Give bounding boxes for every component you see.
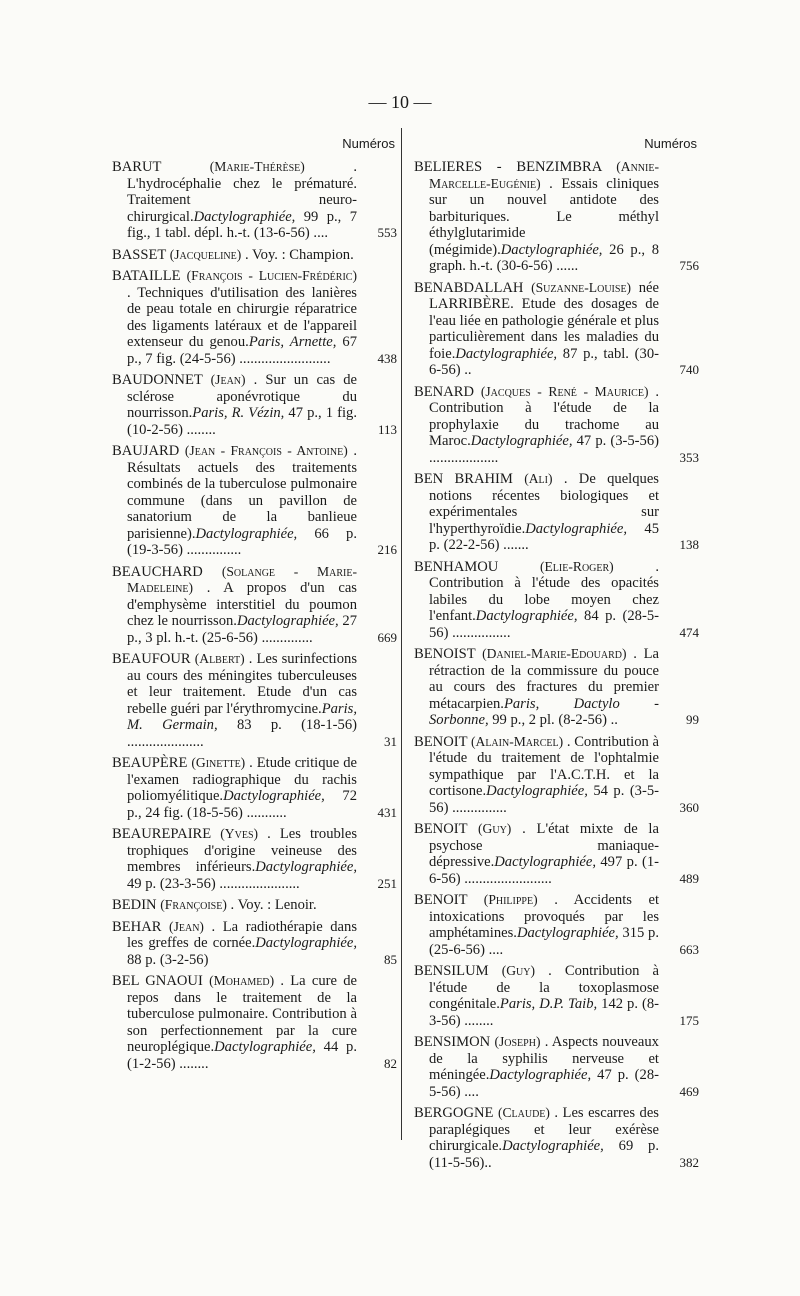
entry-number: 489	[679, 870, 699, 886]
entry-number: 82	[384, 1055, 397, 1071]
entry-title: . Contribution à l'étude du traitement de l'ophtalmie sympathique par l'A.C.T.H. et la cortisone.	[429, 733, 659, 799]
entry-details: 99 p., 2 pl. (8-2-56) ..	[492, 712, 618, 728]
author-given-name: (Joseph)	[494, 1034, 541, 1049]
entry-title: . Accidents et intoxications provoqués par les amphétamines.	[429, 892, 659, 941]
bibliography-entry	[414, 646, 699, 729]
entry-number: 756	[679, 258, 699, 273]
author-given-name: (Jean)	[210, 372, 246, 387]
author-surname: BEAUFOUR	[112, 651, 191, 667]
bibliography-entry	[112, 651, 397, 750]
author-given-name: (Marie-Thérèse)	[209, 159, 305, 174]
entry-details: 88 p. (3-2-56)	[127, 951, 209, 968]
numeros-header: Numéros	[644, 136, 697, 151]
entry-title: . A propos d'un cas d'emphysème interstitiel du poumon chez le nourrisson.	[127, 580, 357, 629]
entry-number: 31	[384, 733, 397, 749]
entry-title: . Voy. :	[230, 897, 272, 913]
entry-details: 83 p. (18-1-56) .....................	[127, 717, 357, 750]
entry-title: . Techniques d'utilisation des lanières de peau totale en chirurgie réparatrice des ligaments latéraux et de l'appareil extenseur du genou.	[127, 284, 357, 350]
entry-number: 553	[377, 225, 397, 240]
author-given-name: (Jean - François - Antoine)	[184, 443, 348, 458]
entry-publisher: Dactylographiée,	[223, 788, 325, 804]
entry-number: 438	[377, 350, 397, 366]
author-surname: BARUT	[112, 159, 162, 175]
entry-title: . Contribution à l'étude des opacités labiles du lobe moyen chez l'enfant.	[429, 558, 659, 624]
author-surname: BEHAR	[112, 918, 162, 935]
entry-publisher: Dactylographiée,	[486, 783, 588, 799]
author-surname: BENOIT	[414, 892, 468, 908]
entry-number: 431	[377, 804, 397, 820]
author-surname: BENSIMON	[414, 1034, 491, 1050]
entry-number: 740	[679, 362, 699, 377]
entry-details: 45 p. (22-2-56) .......	[429, 520, 659, 553]
author-surname: BENARD	[414, 383, 474, 400]
author-given-name: (Alain-Marcel)	[470, 733, 564, 749]
entry-publisher: Dactylographiée,	[516, 925, 619, 941]
entry-details: 315 p. (25-6-56) ....	[429, 925, 659, 958]
entry-number: 113	[377, 421, 397, 437]
entry-publisher: Dactylographiée,	[502, 1138, 604, 1154]
author-surname: BENABDALLAH	[414, 279, 524, 296]
entry-publisher: Paris, Dactylo - Sorbonne,	[429, 695, 659, 728]
entry-title: . Les escarres des paraplégiques et leur exérèse chirurgicale.	[429, 1105, 659, 1154]
entry-publisher: Dactylographiée,	[214, 1039, 316, 1055]
author-given-name: (Ginette)	[191, 755, 246, 770]
entry-title: . Contribution à l'étude de la prophylaxie du trachome au Maroc.	[429, 383, 659, 449]
entry-number: 85	[384, 951, 397, 967]
page-number: — 10 —	[368, 92, 432, 112]
entry-title: . La radiothérapie dans les greffes de cornée.	[127, 918, 358, 951]
entry-number: 669	[377, 629, 397, 645]
column-divider	[401, 128, 402, 1140]
author-given-name: (Guy)	[501, 963, 536, 978]
author-given-name: (Albert)	[194, 651, 245, 666]
right-entries	[414, 159, 699, 1171]
entry-details: 44 p. (1-2-56) ........	[127, 1039, 357, 1072]
entry-details: 49 p. (23-3-56) ......................	[127, 875, 300, 892]
entry-details: 84 p. (28-5-56) ................	[429, 608, 659, 641]
author-given-name: (Claude)	[497, 1105, 550, 1120]
entry-title: . Sur un cas de sclérose aponévrotique du nourrisson.	[127, 372, 357, 421]
entry-title: . Essais cliniques sur un nouvel antidote des barbituriques. Le méthyl éthylglutarimide (mégimide).	[429, 175, 659, 258]
bibliography-entry	[112, 443, 397, 559]
bibliography-entry	[112, 897, 397, 914]
entry-number: 251	[377, 875, 397, 891]
entry-publisher: Paris, R. Vézin,	[192, 405, 285, 421]
entry-publisher: Dactylographiée,	[500, 241, 603, 258]
entry-title: . Les troubles trophiques d'origine veineuse des membres inférieurs.	[127, 826, 357, 875]
bibliography-entry	[112, 159, 397, 242]
entry-title: . Etude critique de l'examen radiographique du rachis poliomyélitique.	[127, 755, 357, 804]
entry-number: 216	[377, 542, 397, 557]
author-given-name: (Suzanne-Louise)	[531, 279, 632, 295]
entry-details: 142 p. (8-3-56) ........	[429, 996, 659, 1029]
entry-publisher: Dactylographiée,	[470, 433, 573, 449]
bibliography-entry	[414, 280, 699, 379]
entry-publisher: Dactylographiée,	[193, 208, 296, 225]
entry-details: Lenoir.	[274, 897, 317, 913]
entry-details: 66 p. (19-3-56) ...............	[127, 525, 357, 558]
entry-publisher: Dactylographiée,	[525, 520, 627, 537]
bibliography-entry	[414, 734, 699, 817]
entry-title: . La rétraction de la commissure du pouce au cours des fractures du premier métacarpien.	[429, 646, 659, 712]
bibliography-entry	[414, 471, 699, 554]
entry-title: . Aspects nouveaux de la syphilis nerveuse et méningée.	[429, 1034, 659, 1083]
entry-publisher: Dactylographiée,	[494, 854, 596, 870]
entry-details: 99 p., 7 fig., 1 tabl. dépl. h.-t. (13-6-56) ....	[127, 208, 358, 241]
bibliography-entry	[112, 755, 397, 821]
author-given-name: (Guy)	[478, 821, 512, 836]
entry-details: 27 p., 3 pl. h.-t. (25-6-56) ..............	[127, 613, 357, 646]
entry-details: 69 p. (11-5-56)..	[429, 1138, 659, 1171]
entry-details: 54 p. (3-5-56) ...............	[429, 783, 659, 816]
entry-title: . Contribution à l'étude de la toxoplasmose congénitale.	[429, 963, 659, 1012]
entry-details: 47 p. (28-5-56) ....	[429, 1067, 659, 1100]
entry-number: 382	[679, 1154, 699, 1170]
entry-title: . L'hydrocéphalie chez le prématuré. Traitement neuro-chirurgical.	[127, 159, 357, 225]
bibliography-entry	[414, 821, 699, 887]
author-surname: BENOIT	[414, 733, 468, 750]
entry-details: 47 p. (3-5-56) ...................	[429, 433, 659, 466]
entry-publisher: Dactylographiée,	[475, 608, 578, 624]
bibliography-entry	[112, 247, 397, 264]
entry-publisher: Dactylographiée,	[195, 525, 298, 542]
author-surname: BENHAMOU	[414, 558, 499, 575]
entry-number: 360	[679, 799, 699, 815]
author-given-name: (Jean)	[169, 918, 204, 934]
numeros-header: Numéros	[342, 136, 395, 151]
entry-title: . Voy. :	[244, 246, 286, 263]
author-given-name: (Mohamed)	[209, 973, 275, 988]
bibliography-entry	[414, 963, 699, 1029]
author-given-name: (Solange - Marie-Madeleine)	[127, 563, 357, 595]
author-given-name: (Elie-Roger)	[539, 558, 614, 574]
author-surname: BENSILUM	[414, 963, 489, 979]
bibliography-entry	[414, 384, 699, 467]
author-given-name: (Annie-Marcelle-Eugénie)	[429, 159, 659, 191]
author-surname: BEL GNAOUI	[112, 973, 203, 989]
entry-publisher: Dactylographiée,	[255, 859, 357, 875]
left-entries	[112, 159, 397, 1072]
entry-publisher: Dactylographiée,	[455, 345, 558, 362]
bibliography-entry	[112, 268, 397, 367]
author-surname: BATAILLE	[112, 268, 181, 284]
author-surname: BERGOGNE	[414, 1105, 494, 1121]
author-surname: BEDIN	[112, 897, 157, 913]
entry-number: 175	[679, 1012, 699, 1028]
author-surname: BENOIT	[414, 821, 468, 837]
entry-details: 87 p., tabl. (30-6-56) ..	[429, 345, 659, 378]
right-column	[414, 136, 699, 1176]
entry-publisher: Paris, M. Germain,	[127, 700, 357, 733]
entry-title: . De quelques notions récentes biologiques et expérimentales sur l'hyperthyroïdie.	[429, 471, 659, 537]
entry-publisher: Dactylographiée,	[255, 935, 357, 951]
author-surname: BEN BRAHIM	[414, 471, 513, 487]
entry-number: 99	[686, 712, 699, 727]
entry-number: 138	[679, 537, 699, 552]
bibliography-entry	[414, 559, 699, 642]
entry-publisher: Paris, Arnette,	[248, 334, 337, 350]
entry-title: . Résultats actuels des traitements combinés de la tuberculose pulmonaire commune (dans un pavillon de sanatorium de la banlieue parisienne).	[127, 443, 357, 542]
entry-number: 353	[679, 449, 699, 465]
author-surname: BEAUCHARD	[112, 563, 203, 580]
bibliography-entry	[112, 919, 397, 969]
entry-details: 47 p., 1 fig. (10-2-56) ........	[127, 405, 357, 438]
author-surname: BENOIST	[414, 646, 476, 662]
author-given-name: (Jacqueline)	[169, 246, 242, 262]
author-surname: BAUJARD	[112, 443, 180, 459]
bibliography-entry	[414, 1034, 699, 1100]
entry-details: 72 p., 24 fig. (18-5-56) ...........	[127, 788, 357, 821]
entry-title: . La cure de repos dans le traitement de la tuberculose pulmonaire. Contribution à son perfectionnement par la cure neuroplégique.	[127, 973, 358, 1055]
entry-title: née LARRIBÈRE. Etude des dosages de l'eau liée en pathologie générale et plus particulièrement dans les maladies du foie.	[429, 279, 659, 362]
bibliography-entry	[112, 372, 397, 438]
bibliography-entry	[414, 1105, 699, 1171]
bibliography-entry	[414, 892, 699, 958]
author-given-name: (Philippe)	[483, 892, 538, 907]
author-surname: BASSET	[112, 246, 167, 263]
entry-number: 469	[679, 1083, 699, 1099]
entry-publisher: Paris, D.P. Taib,	[499, 996, 598, 1012]
author-given-name: (Jacques - René - Maurice)	[480, 383, 649, 399]
author-given-name: (François - Lucien-Frédéric)	[186, 268, 357, 283]
entry-number: 474	[679, 624, 699, 640]
entry-number: 663	[679, 941, 699, 957]
author-surname: BAUDONNET	[112, 372, 203, 388]
author-surname: BELIERES - BENZIMBRA	[414, 159, 602, 175]
author-given-name: (Françoise)	[160, 897, 227, 912]
author-given-name: (Daniel-Marie-Edouard)	[482, 646, 627, 661]
bibliography-entry	[112, 564, 397, 647]
author-surname: BEAUPÈRE	[112, 755, 188, 771]
entry-title: . Les surinfections au cours des méningites tuberculeuses et leur traitement. Etude d'un cas rebelle guéri par l'érythromycine.	[127, 651, 357, 717]
author-given-name: (Yves)	[220, 826, 259, 841]
entry-details: 26 p., 8 graph. h.-t. (30-6-56) ......	[429, 241, 659, 274]
entry-title: . L'état mixte de la psychose maniaque-dépressive.	[429, 821, 659, 870]
entry-details: 497 p. (1-6-56) ........................	[429, 854, 659, 887]
bibliography-entry	[112, 826, 397, 892]
entry-details: 67 p., 7 fig. (24-5-56) .........................	[127, 334, 358, 367]
bibliography-entry	[112, 973, 397, 1072]
left-column	[112, 136, 397, 1077]
entry-details: Champion.	[289, 246, 354, 263]
entry-publisher: Dactylographiée,	[236, 613, 339, 629]
author-surname: BEAUREPAIRE	[112, 826, 212, 842]
bibliography-entry	[414, 159, 699, 275]
entry-publisher: Dactylographiée,	[489, 1067, 592, 1083]
author-given-name: (Ali)	[524, 471, 553, 486]
